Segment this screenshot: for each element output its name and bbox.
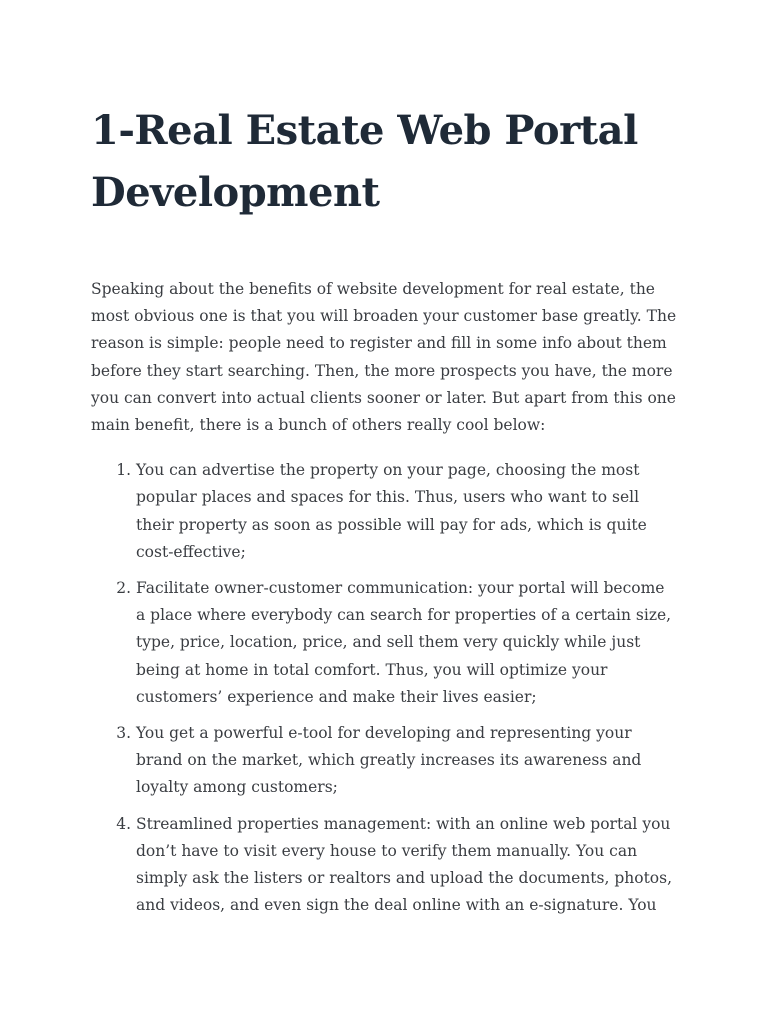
list-item: 1. You can advertise the property on your page, choosing the most popular places and spaces for this. Thus, users who want to sell their property as soon as possible will pay for ads, which is quite cost-effective;: [136, 457, 678, 566]
list-item: 4. Streamlined properties management: with an online web portal you don’t have to visit every house to verify them manually. You can simply ask the listers or realtors and upload the documents, photos, and videos, and even sign the deal online with an e-signature. You: [136, 811, 678, 920]
list-item: 2. Facilitate owner-customer communication: your portal will become a place where everybody can search for properties of a certain size, type, price, location, price, and sell them very quickly while just being at home in total comfort. Thus, you will optimize your customers’ experience and make their lives easier;: [136, 575, 678, 711]
benefits-list: [91, 457, 678, 919]
article-title: 1-Real Estate Web Portal Development: [91, 107, 638, 216]
intro-paragraph: Speaking about the benefits of website development for real estate, the most obvious one is that you will broaden your customer base greatly. The reason is simple: people need to register and fill in some info about them before they start searching. Then, the more prospects you have, the more you can convert into actual clients sooner or later. But apart from this one main benefit, there is a bunch of others really cool below:: [91, 280, 677, 435]
list-item: 3. You get a powerful e-tool for developing and representing your brand on the market, which greatly increases its awareness and loyalty among customers;: [136, 720, 678, 802]
